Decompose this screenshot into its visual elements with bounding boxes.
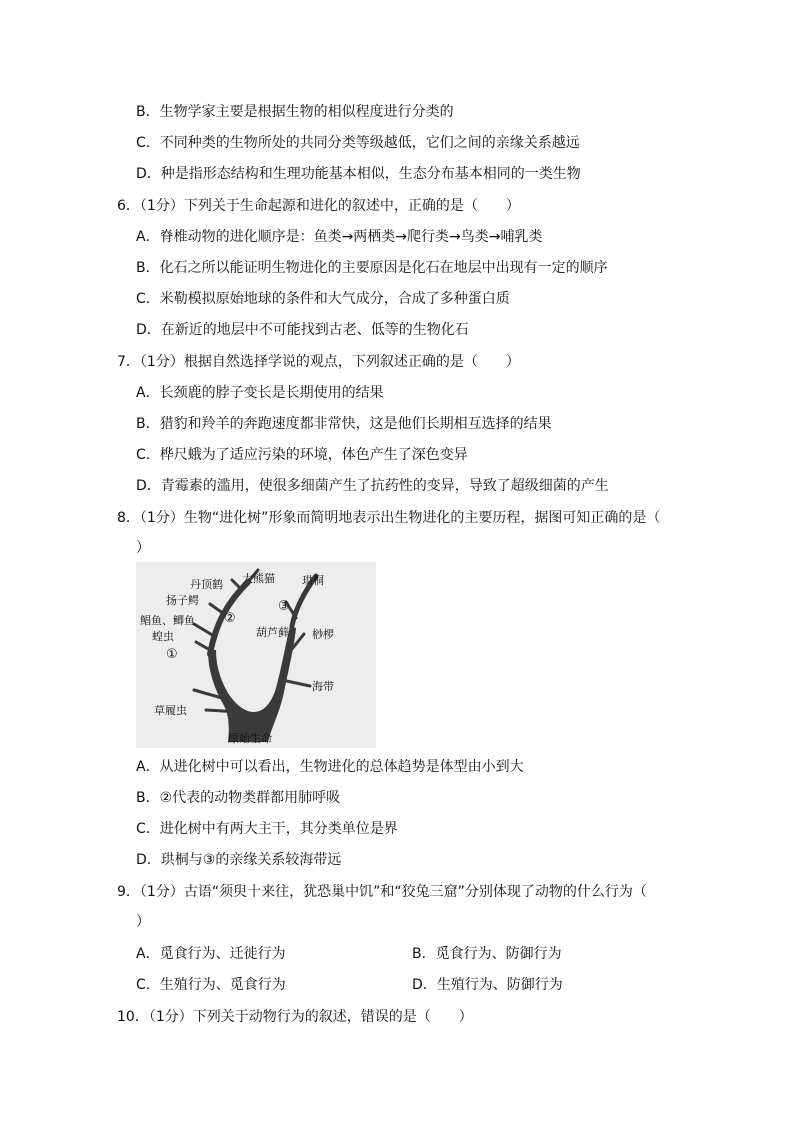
label-moss: 葫芦藓: [256, 626, 289, 639]
question-10: 10．（1分）下列关于动物行为的叙述，错误的是（ ）: [117, 1009, 473, 1025]
marker-3: ③: [278, 599, 290, 614]
q7-option-d: D．青霉素的滥用，使很多细菌产生了抗药性的变异，导致了超级细菌的产生: [136, 478, 609, 494]
label-origin: 原始生命: [228, 732, 272, 745]
label-locust: 蝗虫: [152, 630, 174, 643]
q9-option-a: A．觅食行为、迁徙行为: [136, 946, 286, 962]
q6-option-c: C．米勒模拟原始地球的条件和大气成分，合成了多种蛋白质: [136, 291, 510, 307]
q5-option-d: D．种是指形态结构和生理功能基本相似，生态分布基本相同的一类生物: [136, 166, 581, 182]
question-9: 9．（1分）古语“须臾十来往，犹恐巢中饥”和“狡兔三窟”分别体现了动物的什么行为（: [117, 884, 647, 900]
label-fish: 鲳鱼、鲫鱼: [140, 614, 195, 627]
q8-option-c: C．进化树中有两大主干，其分类单位是界: [136, 821, 398, 837]
marker-1: ①: [166, 647, 178, 662]
marker-2: ②: [224, 611, 236, 626]
q6-option-a: A．脊椎动物的进化顺序是：鱼类→两栖类→爬行类→鸟类→哺乳类: [136, 229, 543, 245]
q5-option-b: B．生物学家主要是根据生物的相似程度进行分类的: [136, 104, 454, 120]
q9-option-d: D．生殖行为、防御行为: [412, 977, 563, 993]
label-kelp: 海带: [312, 680, 334, 693]
question-8-continuation: ）: [136, 540, 150, 556]
question-7: 7．（1分）根据自然选择学说的观点，下列叙述正确的是（ ）: [117, 354, 520, 370]
question-6: 6．（1分）下列关于生命起源和进化的叙述中，正确的是（ ）: [117, 198, 520, 214]
q7-option-c: C．桦尺蛾为了适应污染的环境，体色产生了深色变异: [136, 447, 468, 463]
q5-option-c: C．不同种类的生物所处的共同分类等级越低，它们之间的亲缘关系越远: [136, 135, 580, 151]
q6-option-b: B．化石之所以能证明生物进化的主要原因是化石在地层中出现有一定的顺序: [136, 260, 608, 276]
q7-option-a: A．长颈鹿的脖子变长是长期使用的结果: [136, 385, 384, 401]
q7-option-b: B．猎豹和羚羊的奔跑速度都非常快，这是他们长期相互选择的结果: [136, 416, 552, 432]
question-9-continuation: ）: [136, 914, 150, 930]
label-crane: 丹顶鹤: [190, 578, 223, 591]
question-8: 8．（1分）生物“进化树”形象而简明地表示出生物进化的主要历程，据图可知正确的是（: [117, 510, 661, 526]
label-dove-tree: 珙桐: [302, 574, 324, 587]
label-fern: 桫椤: [312, 628, 334, 641]
q9-option-b: B．觅食行为、防御行为: [412, 946, 562, 962]
label-panda: 大熊猫: [242, 572, 275, 585]
evolution-tree-figure: [136, 562, 376, 748]
q8-option-a: A．从进化树中可以看出，生物进化的总体趋势是体型由小到大: [136, 759, 524, 775]
q6-option-d: D．在新近的地层中不可能找到古老、低等的生物化石: [136, 322, 469, 338]
q8-option-d: D．珙桐与③的亲缘关系较海带远: [136, 852, 342, 868]
label-paramecium: 草履虫: [154, 704, 187, 717]
q8-option-b: B．②代表的动物类群都用肺呼吸: [136, 790, 341, 806]
label-alligator: 扬子鳄: [166, 594, 199, 607]
q9-option-c: C．生殖行为、觅食行为: [136, 977, 286, 993]
